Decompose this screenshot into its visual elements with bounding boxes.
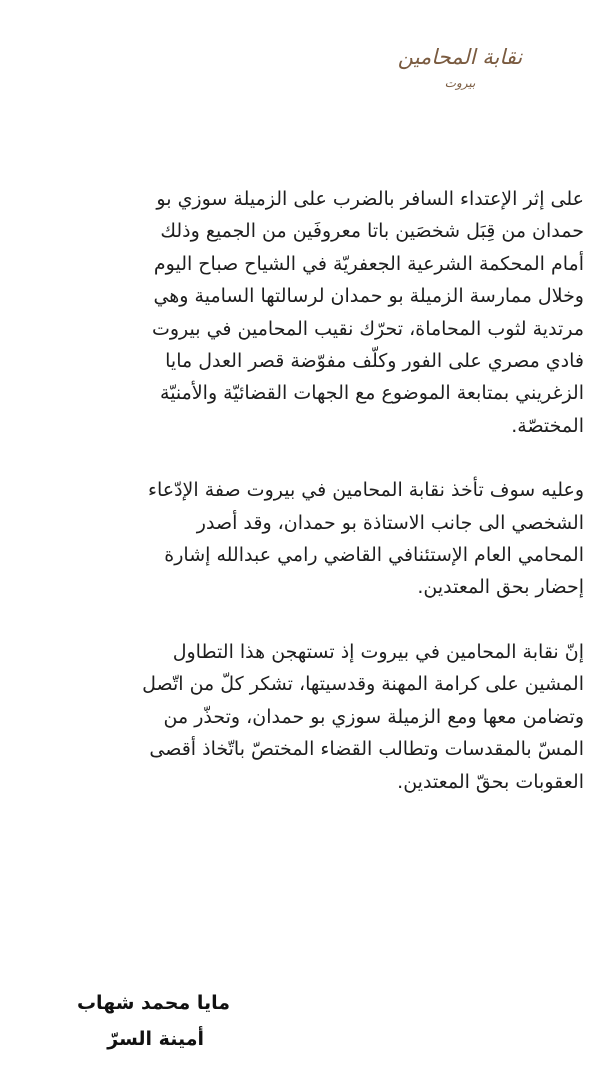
text-line: وعليه سوف تأخذ نقابة المحامين في بيروت صفة الإدّعاء	[148, 479, 584, 502]
text-line: على إثر الإعتداء السافر بالضرب على الزميلة سوزي بو	[156, 188, 584, 210]
text-line: المحامي العام الإستئنافي القاضي رامي عبدالله إشارة	[164, 544, 584, 567]
paragraph-2	[22, 474, 584, 604]
bar-association-logo	[340, 42, 580, 92]
text-line: وتضامن معها ومع الزميلة سوزي بو حمدان، وتحذّر من	[163, 705, 584, 728]
logo-subtitle: بيروت	[444, 76, 476, 90]
text-line: مرتدية لثوب المحاماة، تحرّك نقيب المحامين في بيروت	[151, 317, 584, 340]
text-line: إنّ نقابة المحامين في بيروت إذ تستهجن هذا التطاول	[172, 640, 584, 663]
paragraph-3	[22, 636, 584, 798]
paragraph-1	[22, 183, 584, 442]
text-line: وخلال ممارسة الزميلة بو حمدان لرسالتها السامية وهي	[153, 285, 584, 308]
logo-title: نقابة المحامين	[397, 45, 523, 69]
text-line: إحضار بحق المعتدين.	[417, 576, 584, 599]
text-line: المشين على كرامة المهنة وقدسيتها، تشكر كلّ من اتّصل	[142, 673, 584, 696]
text-line: الزغريني بمتابعة الموضوع مع الجهات القضائيّة والأمنيّة	[160, 382, 584, 405]
statement-body	[22, 183, 584, 830]
signatory-name: مايا محمد شهاب	[76, 992, 230, 1014]
signature-block	[30, 985, 230, 1057]
text-line: المسّ بالمقدسات وتطالب القضاء المختصّ باتّخاذ أقصى	[149, 738, 584, 761]
text-line: حمدان من قِبَل شخصَين باتا معروفَين من الجميع وذلك	[160, 220, 584, 243]
signatory-role: أمينة السرّ	[107, 1028, 204, 1050]
text-line: المختصّة.	[511, 414, 584, 437]
text-line: أمام المحكمة الشرعية الجعفريّة في الشياح صباح اليوم	[153, 252, 584, 275]
text-line: فادي مصري على الفور وكلّف مفوّضة قصر العدل مايا	[165, 350, 584, 373]
text-line: العقوبات بحقّ المعتدين.	[397, 770, 584, 793]
text-line: الشخصي الى جانب الاستاذة بو حمدان، وقد أصدر	[196, 511, 584, 534]
